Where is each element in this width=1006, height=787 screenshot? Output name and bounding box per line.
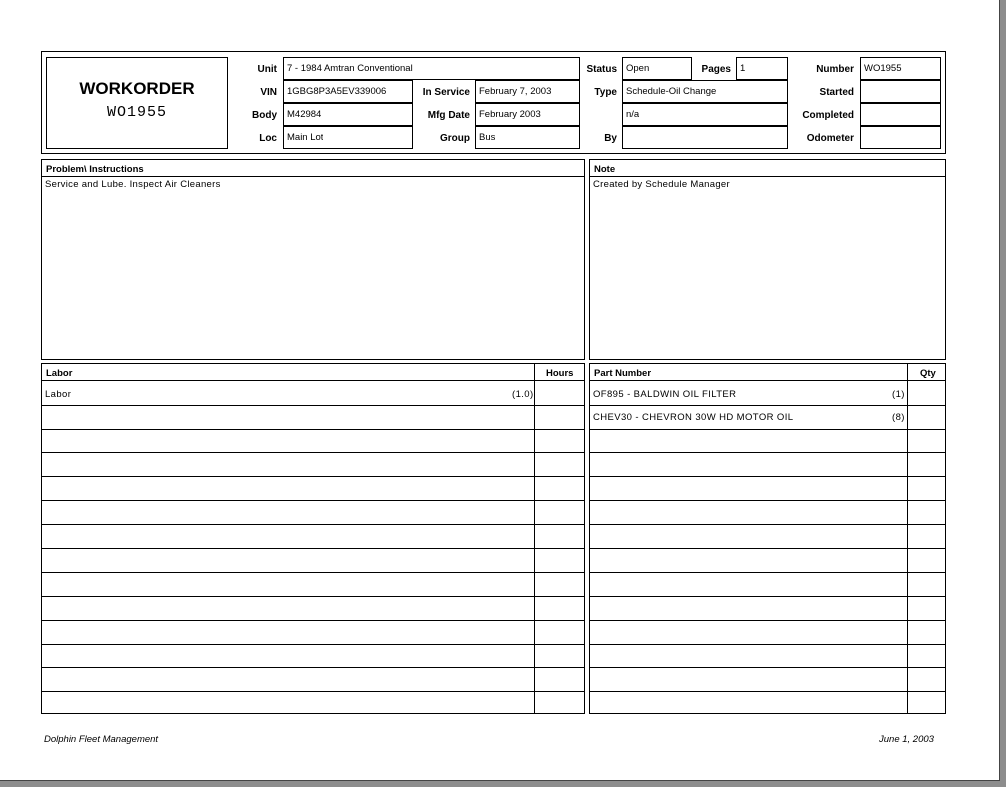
labor-table — [41, 363, 585, 714]
parts-row-divider — [590, 405, 945, 406]
parts-row-divider — [590, 429, 945, 430]
problem-panel — [41, 159, 585, 360]
status-label: Status — [586, 64, 617, 75]
parts-qty-divider — [907, 364, 908, 713]
group-field — [475, 126, 580, 149]
note-panel — [589, 159, 946, 360]
labor-row-divider — [42, 620, 584, 621]
parts-row-divider — [590, 620, 945, 621]
problem-title-divider — [42, 176, 584, 177]
labor-row-desc: Labor — [45, 389, 72, 400]
parts-row-divider — [590, 452, 945, 453]
labor-row-divider — [42, 572, 584, 573]
type-field — [622, 80, 788, 103]
vin-value: 1GBG8P3A5EV339006 — [287, 86, 387, 97]
by-field — [622, 126, 788, 149]
labor-header-divider — [42, 380, 584, 381]
labor-row-divider — [42, 452, 584, 453]
labor-row-divider — [42, 476, 584, 477]
labor-row-divider — [42, 667, 584, 668]
labor-row-divider — [42, 548, 584, 549]
part-row-amount: (1) — [892, 389, 905, 400]
number-field — [860, 57, 941, 80]
part-row-desc: OF895 - BALDWIN OIL FILTER — [593, 389, 737, 400]
pages-field — [736, 57, 788, 80]
in-service-field — [475, 80, 580, 103]
group-label: Group — [440, 133, 470, 144]
in-service-label: In Service — [422, 87, 470, 98]
labor-row-divider — [42, 405, 584, 406]
unit-value: 7 - 1984 Amtran Conventional — [287, 63, 413, 74]
labor-row-divider — [42, 644, 584, 645]
part-row-desc: CHEV30 - CHEVRON 30W HD MOTOR OIL — [593, 412, 794, 423]
vin-field — [283, 80, 413, 103]
parts-row-divider — [590, 524, 945, 525]
labor-row-divider — [42, 596, 584, 597]
parts-row-divider — [590, 500, 945, 501]
type-extra-value: n/a — [626, 109, 640, 120]
note-title: Note — [594, 164, 616, 175]
body-field — [283, 103, 413, 126]
labor-hours-divider — [534, 364, 535, 713]
started-field — [860, 80, 941, 103]
mfg-date-field — [475, 103, 580, 126]
vin-label: VIN — [260, 87, 277, 98]
odometer-label: Odometer — [806, 133, 854, 144]
part-row-amount: (8) — [892, 412, 905, 423]
status-field — [622, 57, 692, 80]
odometer-field — [860, 126, 941, 149]
body-label: Body — [252, 110, 277, 121]
pages-label: Pages — [701, 64, 731, 75]
completed-label: Completed — [802, 110, 854, 121]
parts-row-divider — [590, 644, 945, 645]
unit-field — [283, 57, 580, 80]
labor-row-divider — [42, 524, 584, 525]
workorder-heading: WORKORDER — [79, 79, 195, 98]
part-number-header: Part Number — [594, 368, 652, 379]
problem-text: Service and Lube. Inspect Air Cleaners — [45, 179, 221, 190]
loc-field — [283, 126, 413, 149]
labor-row-amount: (1.0) — [512, 389, 534, 400]
parts-table — [589, 363, 946, 714]
parts-row-divider — [590, 691, 945, 692]
parts-row-divider — [590, 572, 945, 573]
note-text: Created by Schedule Manager — [593, 179, 730, 190]
footer-date: June 1, 2003 — [879, 734, 934, 745]
type-label: Type — [594, 87, 617, 98]
type-extra-field — [622, 103, 788, 126]
note-title-divider — [590, 176, 945, 177]
body-value: M42984 — [287, 109, 322, 120]
loc-label: Loc — [259, 133, 277, 144]
mfg-date-label: Mfg Date — [427, 110, 470, 121]
type-value: Schedule-Oil Change — [626, 86, 717, 97]
labor-header: Labor — [46, 368, 73, 379]
loc-value: Main Lot — [287, 132, 324, 143]
parts-row-divider — [590, 596, 945, 597]
qty-header: Qty — [920, 368, 936, 379]
number-label: Number — [816, 64, 854, 75]
workorder-title-box — [46, 57, 228, 149]
parts-row-divider — [590, 476, 945, 477]
labor-row-divider — [42, 691, 584, 692]
unit-label: Unit — [257, 64, 277, 75]
parts-row-divider — [590, 548, 945, 549]
completed-field — [860, 103, 941, 126]
labor-row-divider — [42, 429, 584, 430]
labor-row-divider — [42, 500, 584, 501]
parts-header-divider — [590, 380, 945, 381]
pages-value: 1 — [740, 63, 746, 74]
number-value: WO1955 — [864, 63, 902, 74]
by-label: By — [604, 133, 617, 144]
mfg-date-value: February 2003 — [479, 109, 541, 120]
hours-header: Hours — [546, 368, 574, 379]
footer-company: Dolphin Fleet Management — [44, 734, 159, 745]
status-value: Open — [626, 63, 650, 74]
parts-row-divider — [590, 667, 945, 668]
problem-title: Problem\ Instructions — [46, 164, 144, 175]
workorder-number: WO1955 — [106, 104, 167, 121]
started-label: Started — [819, 87, 854, 98]
group-value: Bus — [479, 132, 496, 143]
in-service-value: February 7, 2003 — [479, 86, 552, 97]
